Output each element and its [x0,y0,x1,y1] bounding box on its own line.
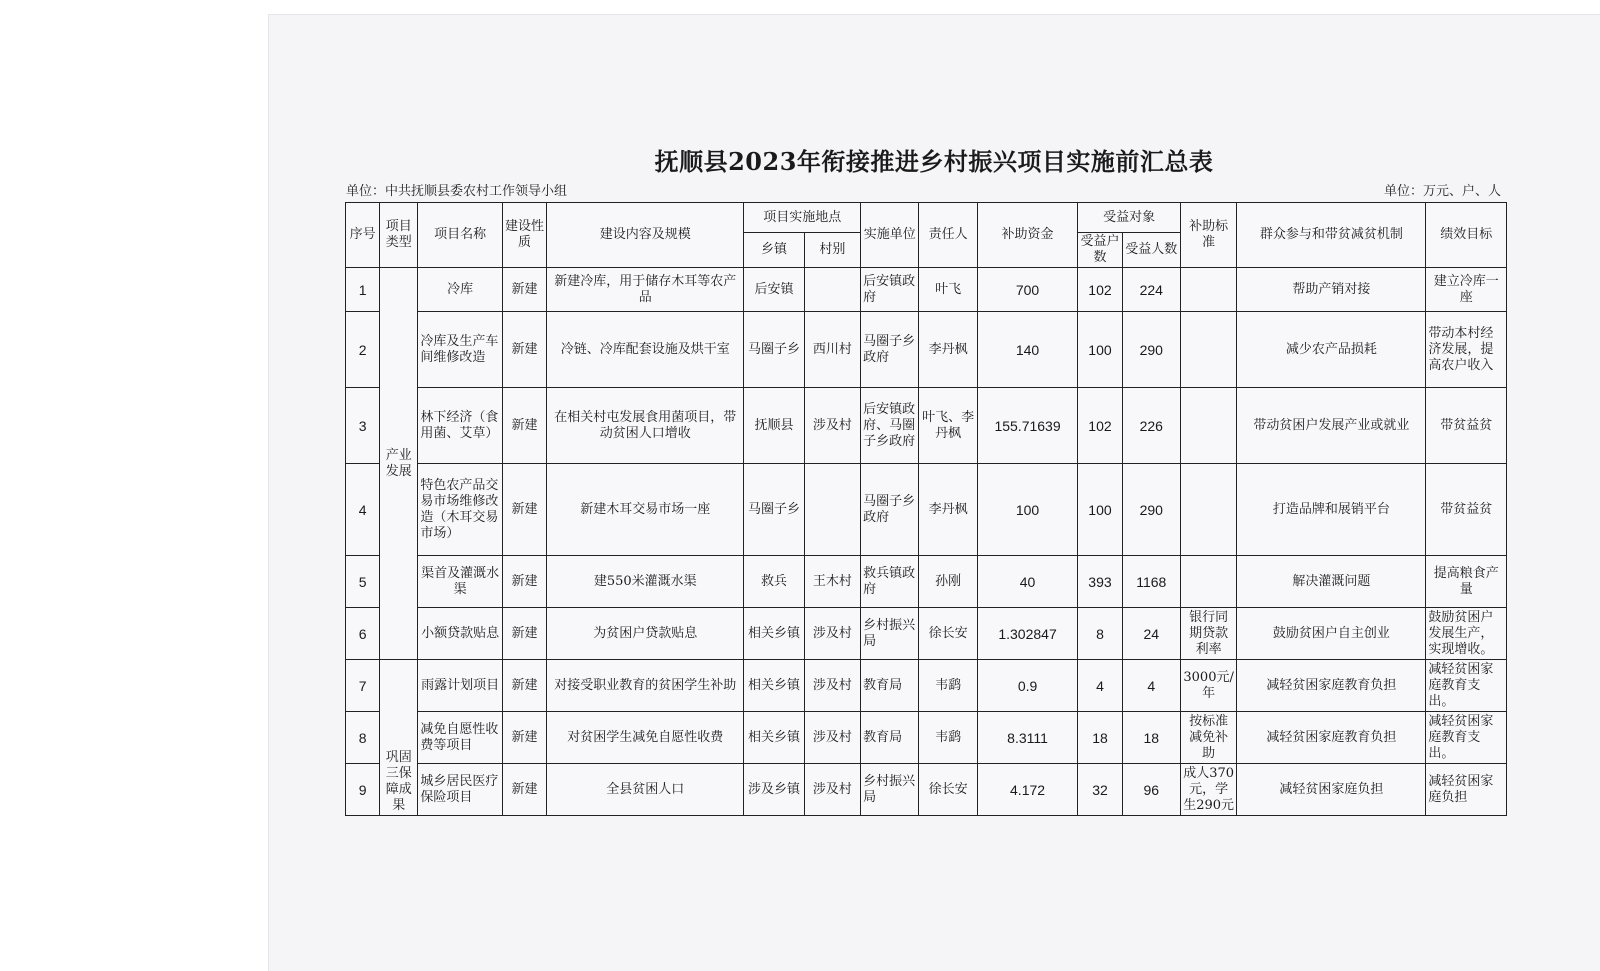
row-person: 叶飞 [919,268,977,312]
row-funds: 140 [977,312,1078,388]
row-target: 提高粮食产量 [1426,556,1507,608]
row-funds: 8.3111 [977,712,1078,764]
document-title: 抚顺县2023年衔接推进乡村振兴项目实施前汇总表 [654,147,1214,176]
category-industry: 产业发展 [380,268,418,660]
row-name: 林下经济（食用菌、艾草） [418,388,503,464]
row-seq: 2 [346,312,380,388]
header-name: 项目名称 [418,203,503,268]
row-name: 城乡居民医疗保险项目 [418,764,503,816]
row-target: 鼓励贫困户发展生产，实现增收。 [1426,608,1507,660]
row-people: 18 [1122,712,1180,764]
row-unit: 后安镇政府、马圈子乡政府 [861,388,919,464]
row-unit: 教育局 [861,660,919,712]
header-village: 村别 [804,233,860,268]
row-name: 冷库及生产车间维修改造 [418,312,503,388]
row-nature: 新建 [502,312,546,388]
table-row [346,712,1507,764]
table-row [346,268,1507,312]
row-content: 为贫困户贷款贴息 [547,608,744,660]
row-households: 18 [1078,712,1122,764]
row-seq: 6 [346,608,380,660]
row-people: 96 [1122,764,1180,816]
row-town: 救兵 [744,556,804,608]
row-seq: 8 [346,712,380,764]
row-people: 24 [1122,608,1180,660]
row-nature: 新建 [502,464,546,556]
row-person: 李丹枫 [919,312,977,388]
row-town: 马圈子乡 [744,312,804,388]
row-content: 冷链、冷库配套设施及烘干室 [547,312,744,388]
row-nature: 新建 [502,764,546,816]
row-unit: 救兵镇政府 [861,556,919,608]
row-funds: 155.71639 [977,388,1078,464]
row-seq: 5 [346,556,380,608]
row-village: 王木村 [804,556,860,608]
row-content: 对贫困学生减免自愿性收费 [547,712,744,764]
row-village [804,464,860,556]
table-row [346,388,1507,464]
row-nature: 新建 [502,608,546,660]
row-households: 102 [1078,268,1122,312]
row-target: 带贫益贫 [1426,464,1507,556]
header-funds: 补助资金 [977,203,1078,268]
table-row [346,764,1507,816]
row-mechanism: 减轻贫困家庭教育负担 [1237,660,1426,712]
row-content: 新建木耳交易市场一座 [547,464,744,556]
row-standard [1180,556,1236,608]
row-funds: 100 [977,464,1078,556]
row-people: 290 [1122,312,1180,388]
row-mechanism: 帮助产销对接 [1237,268,1426,312]
row-name: 冷库 [418,268,503,312]
row-content: 对接受职业教育的贫困学生补助 [547,660,744,712]
header-beneficiary: 受益对象 [1078,203,1181,233]
row-seq: 3 [346,388,380,464]
header-seq: 序号 [346,203,380,268]
row-target: 减轻贫困家庭负担 [1426,764,1507,816]
row-target: 建立冷库一座 [1426,268,1507,312]
row-standard: 3000元/年 [1180,660,1236,712]
row-name: 渠首及灌溉水渠 [418,556,503,608]
row-people: 224 [1122,268,1180,312]
row-funds: 0.9 [977,660,1078,712]
row-unit: 马圈子乡政府 [861,312,919,388]
row-people: 1168 [1122,556,1180,608]
row-mechanism: 带动贫困户发展产业或就业 [1237,388,1426,464]
row-content: 在相关村屯发展食用菌项目，带动贫困人口增收 [547,388,744,464]
row-funds: 40 [977,556,1078,608]
row-funds: 1.302847 [977,608,1078,660]
row-standard: 成人370元，学生290元 [1180,764,1236,816]
row-content: 新建冷库，用于储存木耳等农产品 [547,268,744,312]
header-content: 建设内容及规模 [547,203,744,268]
row-town: 后安镇 [744,268,804,312]
header-target: 绩效目标 [1426,203,1507,268]
table-row [346,464,1507,556]
row-funds: 700 [977,268,1078,312]
category-security: 巩固三保障成果 [380,660,418,816]
row-mechanism: 减轻贫困家庭负担 [1237,764,1426,816]
row-standard [1180,268,1236,312]
row-name: 特色农产品交易市场维修改造（木耳交易市场） [418,464,503,556]
row-village: 涉及村 [804,764,860,816]
table-row [346,312,1507,388]
scan-margin [0,0,268,971]
row-mechanism: 鼓励贫困户自主创业 [1237,608,1426,660]
row-standard [1180,388,1236,464]
row-households: 4 [1078,660,1122,712]
row-funds: 4.172 [977,764,1078,816]
row-person: 韦鹞 [919,712,977,764]
row-seq: 7 [346,660,380,712]
row-target: 减轻贫困家庭教育支出。 [1426,712,1507,764]
row-standard: 按标准减免补助 [1180,712,1236,764]
row-unit: 乡村振兴局 [861,608,919,660]
row-people: 4 [1122,660,1180,712]
row-households: 100 [1078,464,1122,556]
row-content: 建550米灌溉水渠 [547,556,744,608]
table-row [346,608,1507,660]
row-town: 相关乡镇 [744,660,804,712]
row-nature: 新建 [502,556,546,608]
row-nature: 新建 [502,268,546,312]
row-target: 带动本村经济发展，提高农户收入 [1426,312,1507,388]
header-unit: 实施单位 [861,203,919,268]
row-people: 226 [1122,388,1180,464]
row-target: 减轻贫困家庭教育支出。 [1426,660,1507,712]
row-village: 西川村 [804,312,860,388]
row-standard: 银行同期贷款利率 [1180,608,1236,660]
row-village: 涉及村 [804,660,860,712]
row-nature: 新建 [502,660,546,712]
header-nature: 建设性质 [502,203,546,268]
row-town: 抚顺县 [744,388,804,464]
row-person: 孙刚 [919,556,977,608]
row-nature: 新建 [502,712,546,764]
row-people: 290 [1122,464,1180,556]
header-person: 责任人 [919,203,977,268]
row-village: 涉及村 [804,388,860,464]
row-standard [1180,312,1236,388]
header-mechanism: 群众参与和带贫减贫机制 [1237,203,1426,268]
row-person: 韦鹞 [919,660,977,712]
row-village: 涉及村 [804,712,860,764]
row-person: 徐长安 [919,764,977,816]
table-row [346,660,1507,712]
header-people: 受益人数 [1122,233,1180,268]
row-unit: 教育局 [861,712,919,764]
row-content: 全县贫困人口 [547,764,744,816]
row-village: 涉及村 [804,608,860,660]
row-person: 徐长安 [919,608,977,660]
row-seq: 9 [346,764,380,816]
row-name: 雨露计划项目 [418,660,503,712]
row-unit: 马圈子乡政府 [861,464,919,556]
row-households: 100 [1078,312,1122,388]
unit-organization: 单位：中共抚顺县委农村工作领导小组 [346,184,568,199]
header-type: 项目类型 [380,203,418,268]
row-households: 32 [1078,764,1122,816]
row-town: 涉及乡镇 [744,764,804,816]
header-row-1 [346,203,1507,233]
project-summary-table [345,202,1507,816]
row-name: 小额贷款贴息 [418,608,503,660]
row-town: 马圈子乡 [744,464,804,556]
row-town: 相关乡镇 [744,712,804,764]
row-households: 102 [1078,388,1122,464]
row-town: 相关乡镇 [744,608,804,660]
row-seq: 4 [346,464,380,556]
header-town: 乡镇 [744,233,804,268]
row-village [804,268,860,312]
row-households: 8 [1078,608,1122,660]
row-mechanism: 减轻贫困家庭教育负担 [1237,712,1426,764]
row-unit: 乡村振兴局 [861,764,919,816]
row-standard [1180,464,1236,556]
row-target: 带贫益贫 [1426,388,1507,464]
unit-measure: 单位：万元、户、人 [1384,184,1502,199]
table-row [346,556,1507,608]
row-households: 393 [1078,556,1122,608]
row-name: 减免自愿性收费等项目 [418,712,503,764]
row-unit: 后安镇政府 [861,268,919,312]
row-mechanism: 解决灌溉问题 [1237,556,1426,608]
row-person: 李丹枫 [919,464,977,556]
row-seq: 1 [346,268,380,312]
row-mechanism: 打造品牌和展销平台 [1237,464,1426,556]
header-location: 项目实施地点 [744,203,861,233]
row-person: 叶飞、李丹枫 [919,388,977,464]
header-households: 受益户数 [1078,233,1122,268]
row-mechanism: 减少农产品损耗 [1237,312,1426,388]
header-standard: 补助标准 [1180,203,1236,268]
row-nature: 新建 [502,388,546,464]
